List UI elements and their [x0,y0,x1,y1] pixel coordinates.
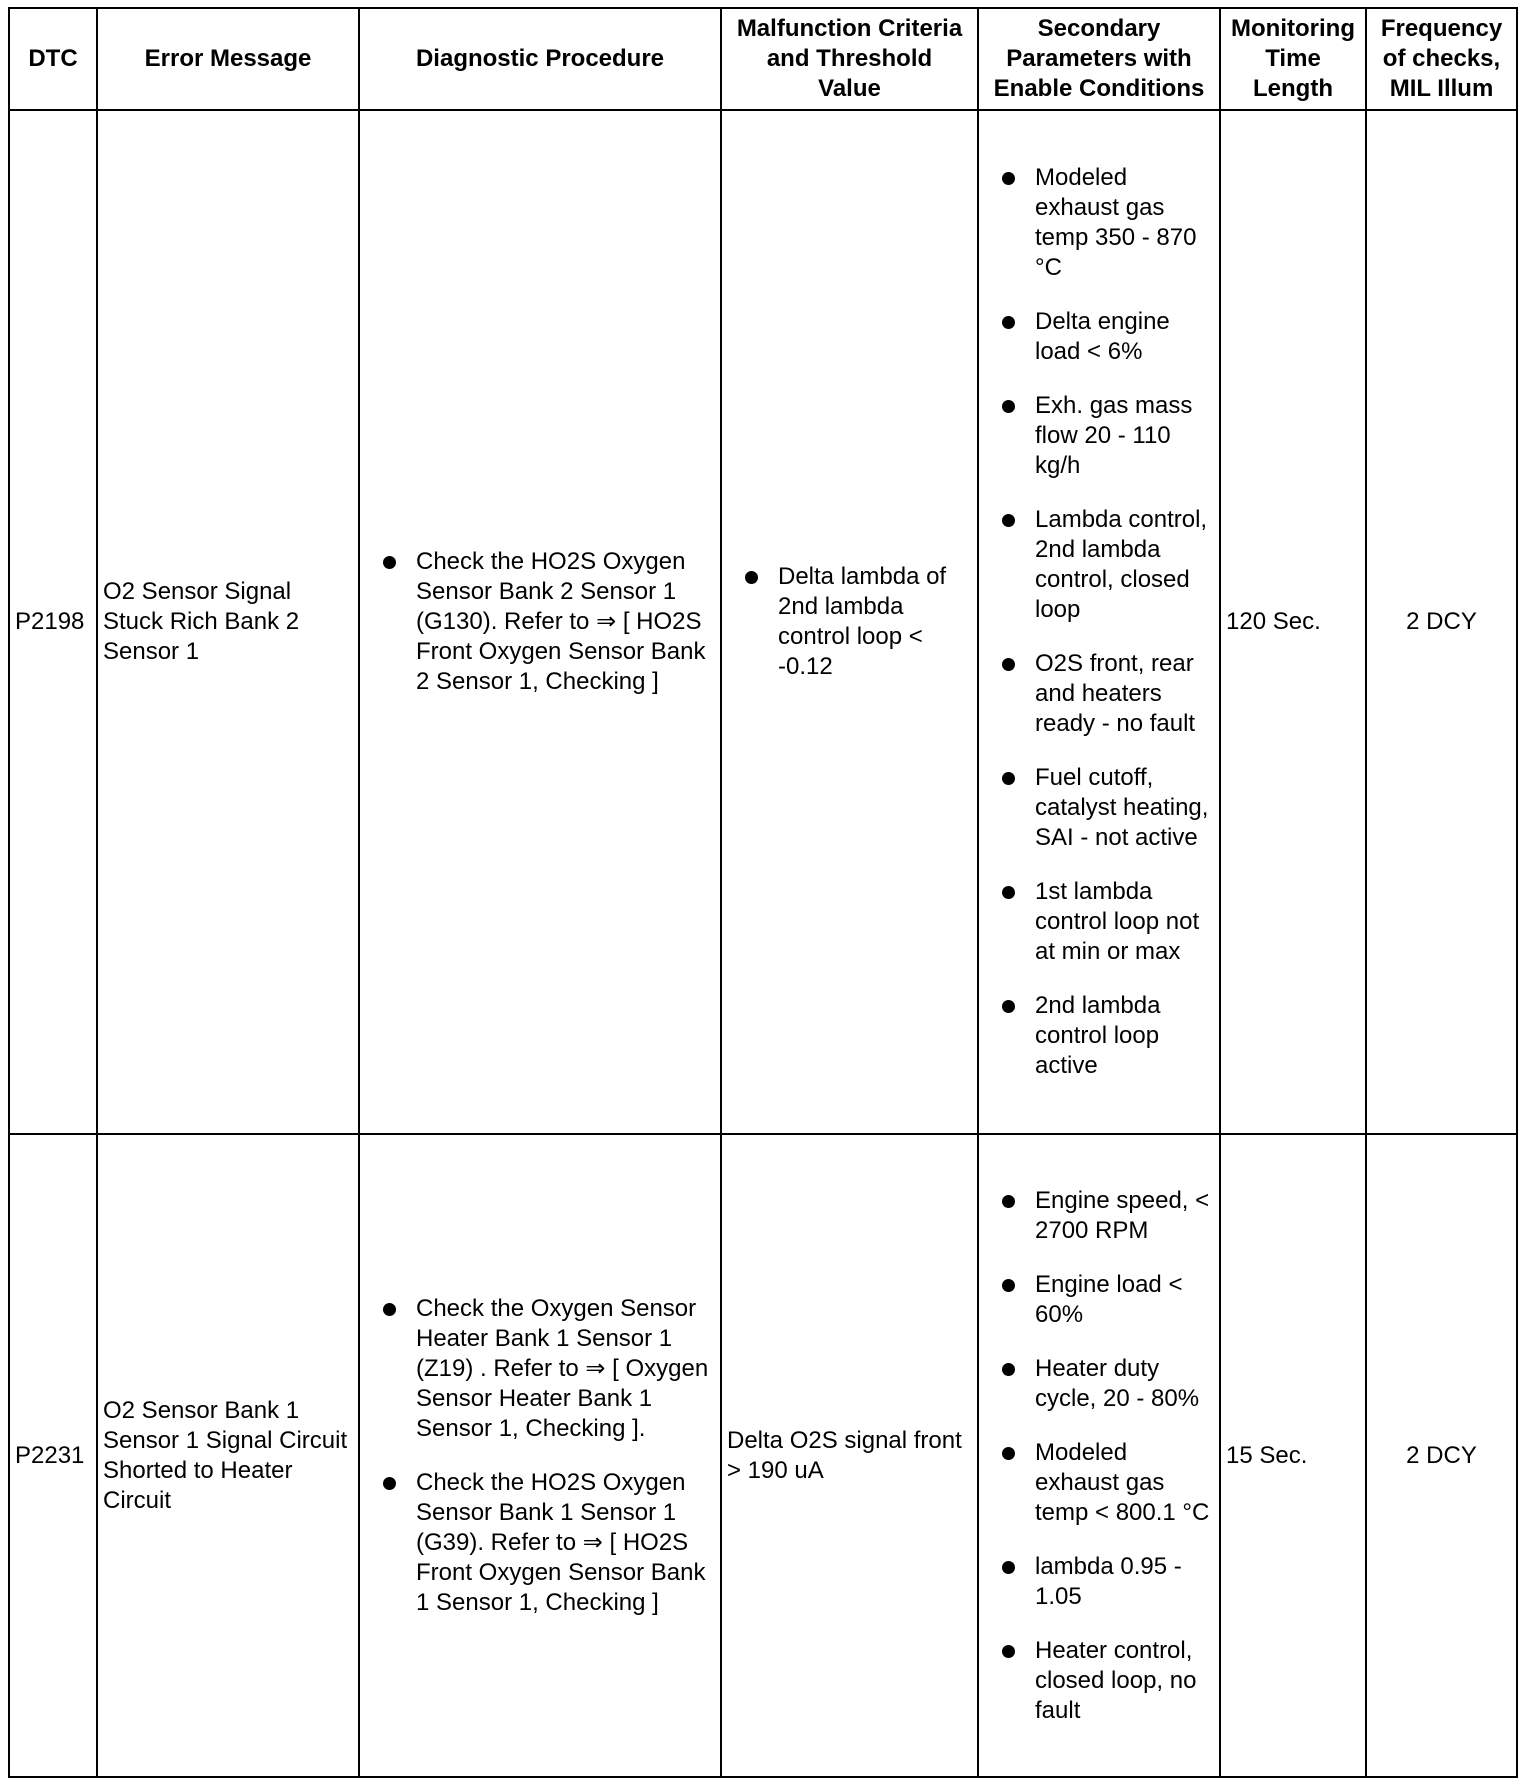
list-item: Check the HO2S Oxygen Sensor Bank 2 Sensor 1 (G130). Refer to ⇒ [ HO2S Front Oxygen Sensor Bank 2 Sensor 1, Checking ] [380,547,715,697]
bullet-icon [1002,772,1015,785]
list-item: Heater duty cycle, 20 - 80% [999,1354,1214,1414]
table-header-row [9,8,1517,110]
bullet-icon [383,1303,396,1316]
bullet-icon [1002,1447,1015,1460]
cell-frequency: 2 DCY [1366,110,1517,1134]
bullet-icon [1002,400,1015,413]
header-frequency: Frequency of checks, MIL Illum [1366,8,1517,110]
bullet-icon [1002,172,1015,185]
bullet-icon [1002,1195,1015,1208]
list-item: Engine speed, < 2700 RPM [999,1186,1214,1246]
header-error-message: Error Message [97,8,359,110]
cell-malfunction-criteria: Delta O2S signal front > 190 uA [721,1134,978,1777]
cell-error-message: O2 Sensor Bank 1 Sensor 1 Signal Circuit Shorted to Heater Circuit [97,1134,359,1777]
bullet-icon [1002,1363,1015,1376]
cell-diagnostic-procedure [359,1134,721,1777]
cell-secondary-parameters [978,110,1220,1134]
cell-error-message: O2 Sensor Signal Stuck Rich Bank 2 Sensor 1 [97,110,359,1134]
bullet-icon [1002,316,1015,329]
cell-monitoring-time: 120 Sec. [1220,110,1366,1134]
bullet-icon [1002,1000,1015,1013]
list-item: Fuel cutoff, catalyst heating, SAI - not active [999,763,1214,853]
list-item: Check the Oxygen Sensor Heater Bank 1 Sensor 1 (Z19) . Refer to ⇒ [ Oxygen Sensor Heater Bank 1 Sensor 1, Checking ]. [380,1294,715,1444]
list-item: Engine load < 60% [999,1270,1214,1330]
list-item: lambda 0.95 - 1.05 [999,1552,1214,1612]
bullet-icon [1002,1561,1015,1574]
header-malfunction-criteria: Malfunction Criteria and Threshold Value [721,8,978,110]
list-item: Modeled exhaust gas temp < 800.1 °C [999,1438,1214,1528]
header-monitoring-time: Monitoring Time Length [1220,8,1366,110]
cell-dtc: P2198 [9,110,97,1134]
list-item: Check the HO2S Oxygen Sensor Bank 1 Sensor 1 (G39). Refer to ⇒ [ HO2S Front Oxygen Sensor Bank 1 Sensor 1, Checking ] [380,1468,715,1618]
bullet-icon [1002,1645,1015,1658]
list-item: 2nd lambda control loop active [999,991,1214,1081]
bullet-icon [745,571,758,584]
cell-malfunction-criteria [721,110,978,1134]
table-row [9,1134,1517,1777]
cell-secondary-parameters [978,1134,1220,1777]
list-item: Lambda control, 2nd lambda control, closed loop [999,505,1214,625]
dtc-table [8,7,1518,1778]
cell-frequency: 2 DCY [1366,1134,1517,1777]
bullet-icon [1002,886,1015,899]
list-item: Exh. gas mass flow 20 - 110 kg/h [999,391,1214,481]
cell-monitoring-time: 15 Sec. [1220,1134,1366,1777]
header-secondary-parameters: Secondary Parameters with Enable Conditions [978,8,1220,110]
list-item: Heater control, closed loop, no fault [999,1636,1214,1726]
list-item: O2S front, rear and heaters ready - no fault [999,649,1214,739]
table-row [9,110,1517,1134]
bullet-icon [383,556,396,569]
list-item: 1st lambda control loop not at min or max [999,877,1214,967]
cell-dtc: P2231 [9,1134,97,1777]
list-item: Delta engine load < 6% [999,307,1214,367]
bullet-icon [1002,1279,1015,1292]
header-dtc: DTC [9,8,97,110]
list-item: Modeled exhaust gas temp 350 - 870 °C [999,163,1214,283]
cell-diagnostic-procedure [359,110,721,1134]
bullet-icon [1002,514,1015,527]
list-item: Delta lambda of 2nd lambda control loop < -0.12 [742,562,972,682]
bullet-icon [1002,658,1015,671]
header-diagnostic-procedure: Diagnostic Procedure [359,8,721,110]
bullet-icon [383,1477,396,1490]
